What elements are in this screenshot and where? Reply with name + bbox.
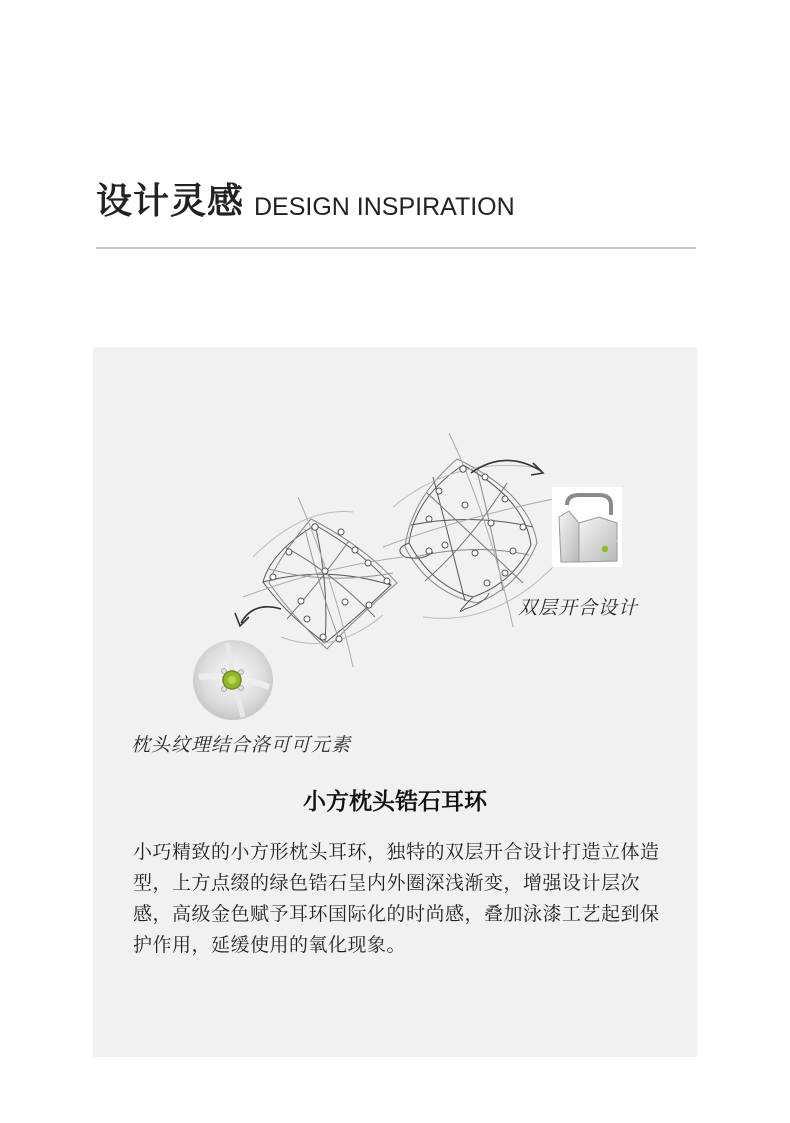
annotation-pillow-texture: 枕头纹理结合洛可可元素 (131, 734, 352, 756)
earring-sketch-illustration (93, 347, 697, 767)
product-name: 小方枕头锆石耳环 (303, 789, 487, 815)
inspiration-panel (93, 347, 697, 1057)
product-description: 小巧精致的小方形枕头耳环，独特的双层开合设计打造立体造型，上方点缀的绿色锆石呈内外圈深浅渐变，增强设计层次感，高级金色赋予耳环国际化的时尚感，叠加泳漆工艺起到保护作用，延缓使用的氧化现象。 (133, 841, 660, 956)
zircon-closeup-circle (193, 640, 273, 720)
curved-arrow-left (235, 607, 281, 626)
earring-clip-photo (552, 487, 622, 567)
annotation-double-layer: 双层开合设计 (518, 597, 639, 619)
small-pillow-sketch (243, 497, 403, 667)
section-title-cn: 设计灵感 (96, 181, 245, 222)
header-divider (96, 247, 696, 249)
section-header (96, 180, 696, 230)
section-title-en: DESIGN INSPIRATION (254, 193, 515, 221)
